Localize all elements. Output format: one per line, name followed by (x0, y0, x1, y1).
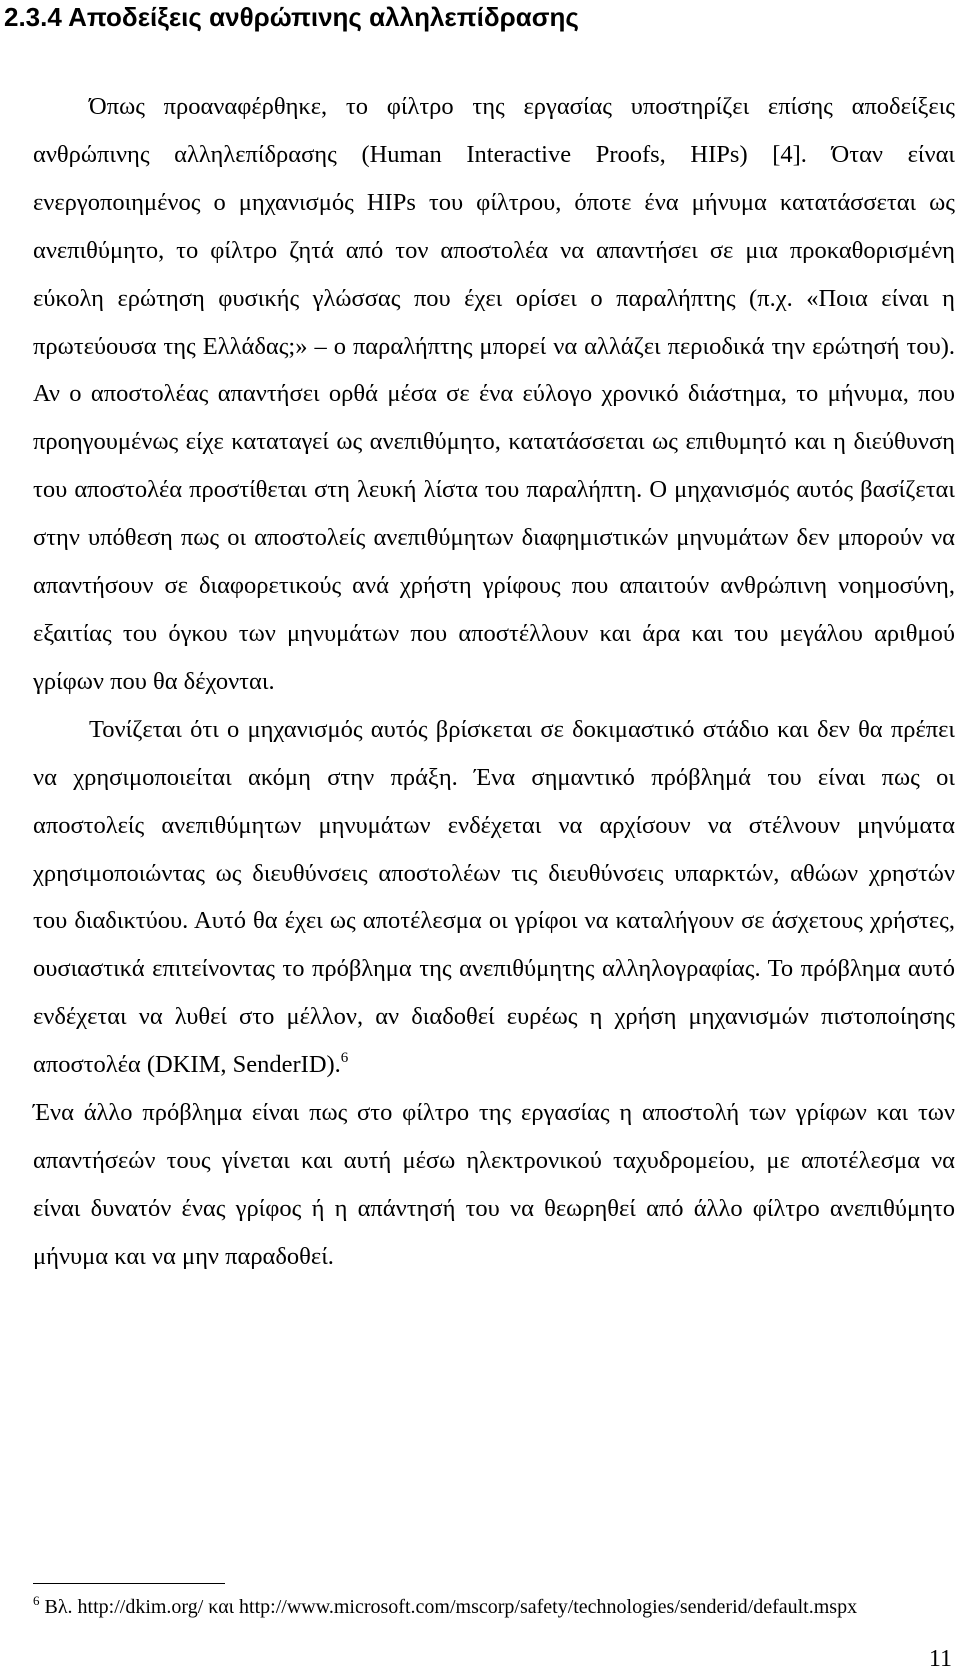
footnote (33, 1594, 960, 1620)
paragraph-2 (33, 706, 955, 1089)
body-text (33, 83, 955, 1281)
footnote-divider (33, 1583, 225, 1584)
paragraph-2-text: Τονίζεται ότι ο μηχανισμός αυτός βρίσκεται σε δοκιμαστικό στάδιο και δεν θα πρέπει να χρησιμοποιείται ακόμη στην πράξη. Ένα σημαντικό πρόβλημά του είναι πως οι αποστολείς ανεπιθύμητων μηνυμάτων ενδέχεται να αρχίσουν να στέλνουν μηνύματα χρησιμοποιώντας ως διευθύνσεις αποστολέων τις διευθύνσεις υπαρκτών, αθώων χρηστών του διαδικτύου. Αυτό θα έχει ως αποτέλεσμα οι γρίφοι να καταλήγουν σε άσχετους χρήστες, ουσιαστικά επιτείνοντας το πρόβλημα της ανεπιθύμητης αλληλογραφίας. Το πρόβλημα αυτό ενδέχεται να λυθεί στο μέλλον, αν διαδοθεί ευρέως η χρήση μηχανισμών πιστοποίησης αποστολέα (DKIM, SenderID). (33, 715, 955, 1079)
paragraph-3: Ένα άλλο πρόβλημα είναι πως στο φίλτρο της εργασίας η αποστολή των γρίφων και των απαντήσεών τους γίνεται και αυτή μέσω ηλεκτρονικού ταχυδρομείου, με αποτέλεσμα να είναι δυνατόν ένας γρίφος ή η απάντησή του να θεωρηθεί από άλλο φίλτρο ανεπιθύμητο μήνυμα και να μην παραδοθεί. (33, 1099, 955, 1270)
page-number: 11 (928, 1646, 952, 1672)
footnote-number: 6 (33, 1593, 40, 1608)
section-heading: 2.3.4 Αποδείξεις ανθρώπινης αλληλεπίδρασης (4, 2, 579, 32)
paragraph-1: Όπως προαναφέρθηκε, το φίλτρο της εργασίας υποστηρίζει επίσης αποδείξεις ανθρώπινης αλληλεπίδρασης (Human Interactive Proofs, HIPs) [4]. Όταν είναι ενεργοποιημένος ο μηχανισμός HIPs του φίλτρου, όποτε ένα μήνυμα κατατάσσεται ως ανεπιθύμητο, το φίλτρο ζητά από τον αποστολέα να απαντήσει σε μια προκαθορισμένη εύκολη ερώτηση φυσικής γλώσσας που έχει ορίσει ο παραλήπτης (π.χ. «Ποια είναι η πρωτεύουσα της Ελλάδας;» – ο παραλήπτης μπορεί να αλλάζει περιοδικά την ερώτησή του). Αν ο αποστολέας απαντήσει ορθά μέσα σε ένα εύλογο χρονικό διάστημα, το μήνυμα, που προηγουμένως είχε καταταγεί ως ανεπιθύμητο, κατατάσσεται ως επιθυμητό και η διεύθυνση του αποστολέα προστίθεται στη λευκή λίστα του παραλήπτη. Ο μηχανισμός αυτός βασίζεται στην υπόθεση πως οι αποστολείς ανεπιθύμητων διαφημιστικών μηνυμάτων δεν μπορούν να απαντήσουν σε διαφορετικούς ανά χρήστη γρίφους που απαιτούν ανθρώπινη νοημοσύνη, εξαιτίας του όγκου των μηνυμάτων που αποστέλλουν και άρα και του μεγάλου αριθμού γρίφων που θα δέχονται. (33, 93, 955, 695)
footnote-text: Βλ. http://dkim.org/ και http://www.microsoft.com/mscorp/safety/technologies/senderid/default.mspx (44, 1596, 858, 1618)
footnote-reference[interactable]: 6 (340, 1050, 349, 1067)
